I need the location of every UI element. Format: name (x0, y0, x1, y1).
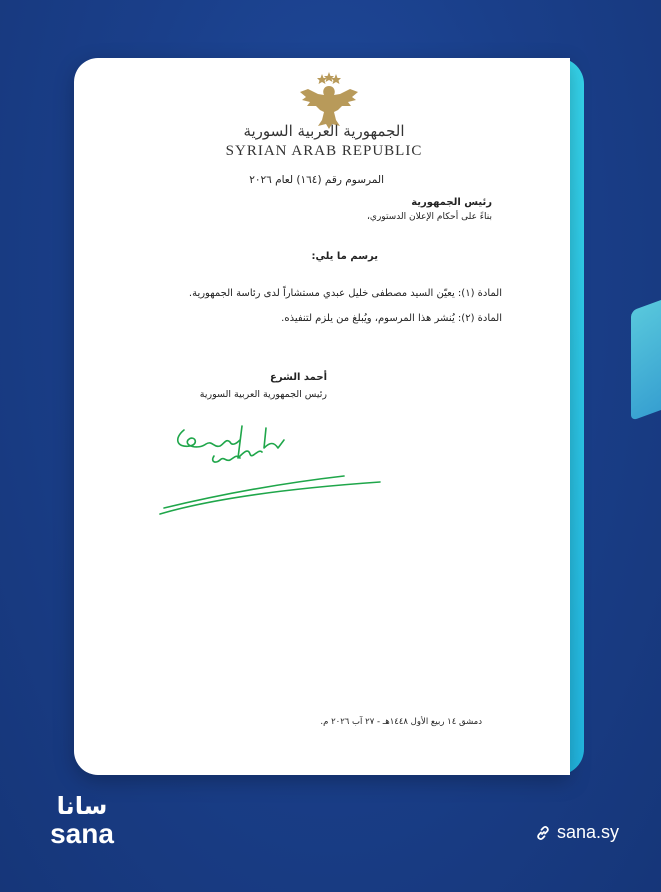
signatory-title: رئيس الجمهورية العربية السورية (199, 389, 327, 400)
article-2: المادة (٢): يُنشر هذا المرسوم، ويُبلغ من يلزم لتنفيذه. (281, 313, 502, 324)
article-1: المادة (١): يعيّن السيد مصطفى خليل عبدي مستشاراً لدى رئاسة الجمهورية. (188, 288, 502, 299)
constitutional-basis: بناءً على أحكام الإعلان الدستوري، (367, 212, 492, 222)
link-icon (535, 825, 551, 841)
background-decoration (631, 289, 661, 421)
sana-logo-english: sana (50, 818, 114, 849)
footer-date: دمشق ١٤ ربيع الأول ١٤٤٨هـ - ٢٧ آب ٢٠٢٦ م. (320, 717, 482, 727)
website-text: sana.sy (556, 822, 619, 842)
website-link[interactable] (535, 822, 619, 843)
president-heading: رئيس الجمهورية (411, 197, 492, 208)
decree-document (74, 58, 570, 775)
header-arabic-title: الجمهورية العربية السورية (243, 122, 405, 140)
signatory-name: أحمد الشرع (269, 372, 327, 383)
handwritten-signature (154, 418, 384, 518)
sana-logo-arabic: سانا (56, 792, 108, 820)
header-english-title: SYRIAN ARAB REPUBLIC (225, 143, 423, 159)
decree-number: المرسوم رقم (١٦٤) لعام ٢٠٢٦ (249, 174, 384, 186)
decrees-label: يرسم ما يلي: (311, 251, 378, 262)
